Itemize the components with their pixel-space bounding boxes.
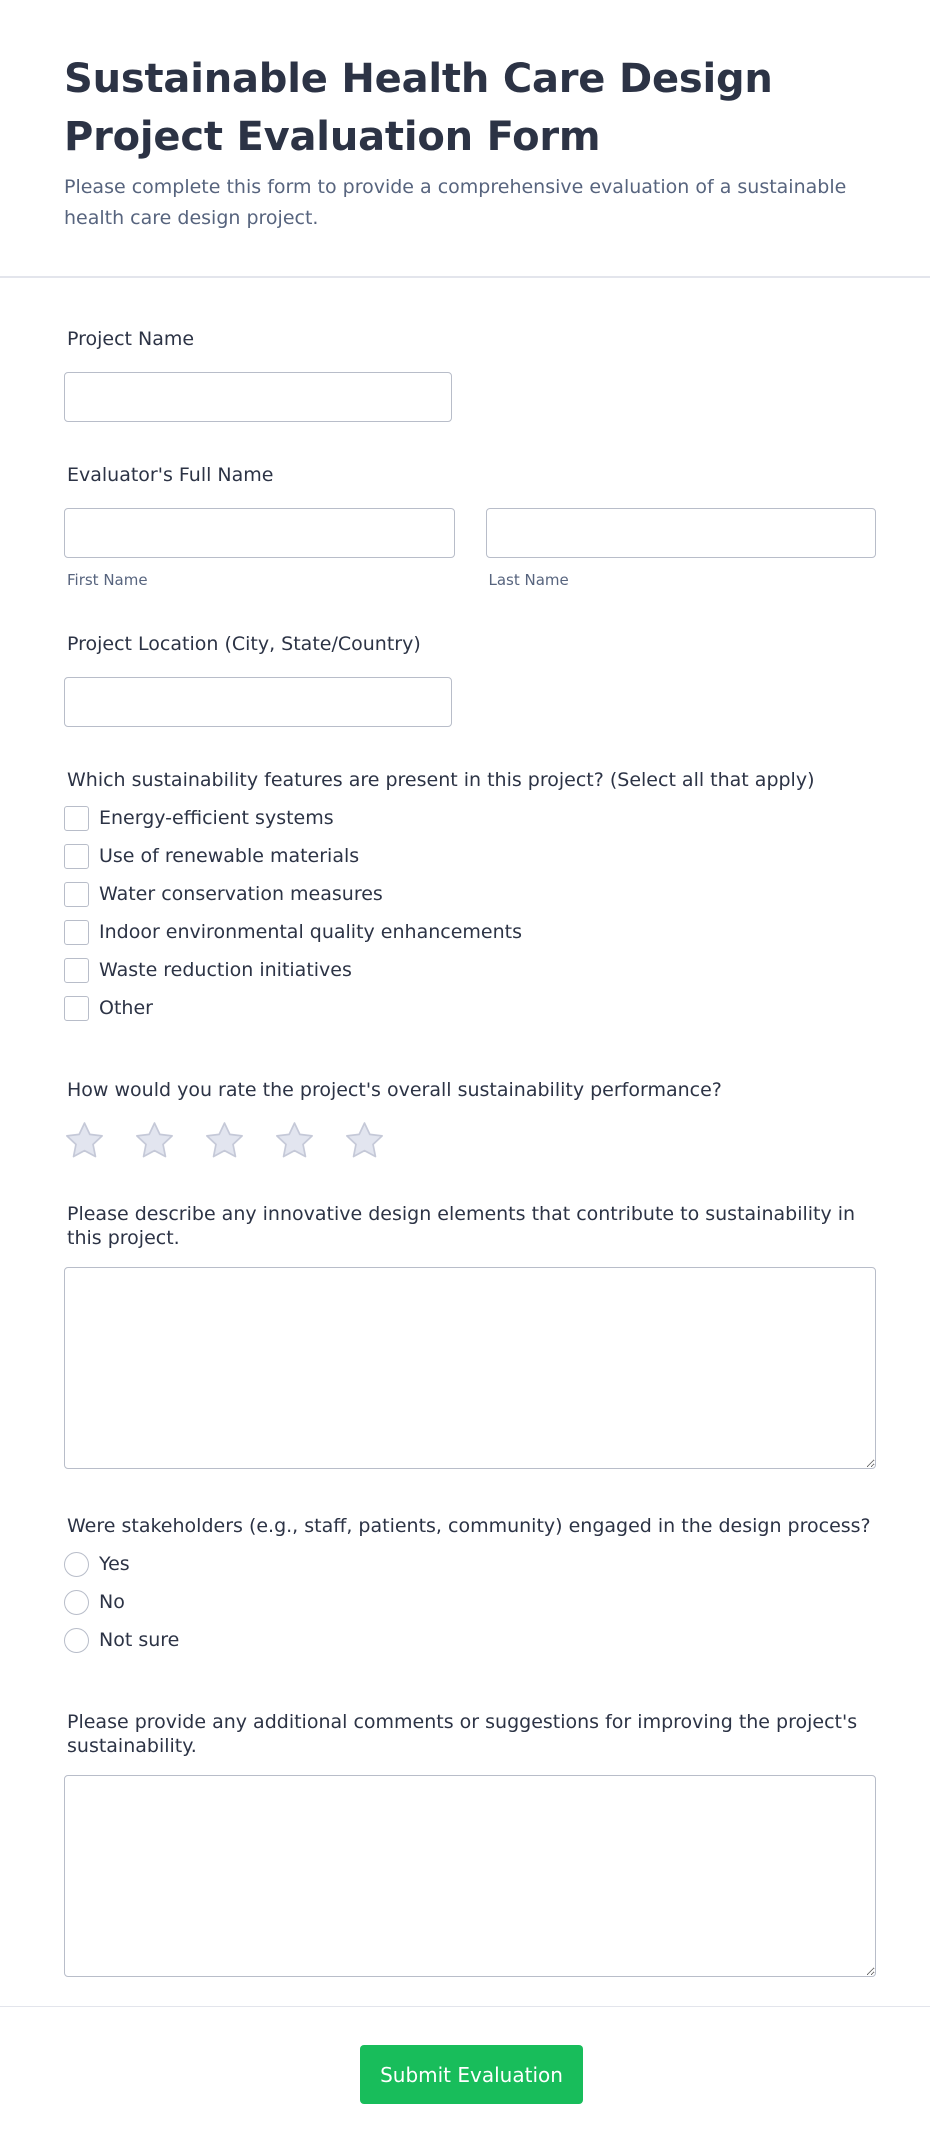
feature-option-label: Other	[99, 997, 153, 1019]
feature-option-label: Indoor environmental quality enhancements	[99, 921, 522, 943]
feature-option-label: Energy-efficient systems	[99, 807, 334, 829]
project-name-label: Project Name	[67, 328, 195, 350]
comments-label: Please provide any additional comments or suggestions for improving the project's sustainability.	[67, 1711, 858, 1757]
feature-checkbox[interactable]	[64, 996, 89, 1021]
last-name-col	[486, 508, 877, 589]
comments-textarea[interactable]	[64, 1775, 876, 1977]
rating-label: How would you rate the project's overall sustainability performance?	[67, 1079, 722, 1101]
form-title: Sustainable Health Care Design Project Evaluation Form	[64, 56, 773, 160]
location-field	[64, 632, 876, 727]
star-icon[interactable]	[344, 1120, 385, 1161]
evaluator-name-field	[64, 463, 876, 589]
first-name-col	[64, 508, 455, 589]
feature-option-waste[interactable]	[64, 951, 876, 989]
stakeholder-option-not-sure[interactable]	[64, 1621, 876, 1659]
submit-button[interactable]: Submit Evaluation	[360, 2045, 583, 2104]
star-icon[interactable]	[204, 1120, 245, 1161]
feature-checkbox[interactable]	[64, 844, 89, 869]
form-subtitle: Please complete this form to provide a comprehensive evaluation of a sustainable health care design project.	[64, 176, 847, 229]
stakeholder-option-yes[interactable]	[64, 1545, 876, 1583]
feature-option-energy[interactable]	[64, 799, 876, 837]
evaluator-name-label: Evaluator's Full Name	[67, 464, 274, 486]
location-input[interactable]	[64, 677, 452, 727]
stakeholder-option-label: Yes	[99, 1553, 130, 1575]
features-field	[64, 768, 876, 1027]
features-label: Which sustainability features are present in this project? (Select all that apply)	[67, 769, 815, 791]
first-name-input[interactable]	[64, 508, 455, 558]
comments-field	[64, 1710, 876, 1977]
innovations-textarea[interactable]	[64, 1267, 876, 1469]
stakeholder-option-label: No	[99, 1591, 125, 1613]
form-header	[0, 0, 930, 278]
stakeholder-radio[interactable]	[64, 1552, 89, 1577]
feature-option-water[interactable]	[64, 875, 876, 913]
rating-field	[64, 1078, 876, 1161]
star-icon[interactable]	[274, 1120, 315, 1161]
stakeholder-radio[interactable]	[64, 1628, 89, 1653]
form-footer	[0, 2006, 930, 2153]
feature-option-label: Waste reduction initiatives	[99, 959, 352, 981]
stakeholder-radio[interactable]	[64, 1590, 89, 1615]
last-name-input[interactable]	[486, 508, 877, 558]
location-label: Project Location (City, State/Country)	[67, 633, 421, 655]
features-options	[64, 799, 876, 1027]
feature-checkbox[interactable]	[64, 958, 89, 983]
star-rating	[64, 1120, 876, 1161]
last-name-sublabel: Last Name	[488, 571, 569, 589]
innovations-label: Please describe any innovative design elements that contribute to sustainability in this project.	[67, 1203, 856, 1249]
feature-checkbox[interactable]	[64, 806, 89, 831]
feature-checkbox[interactable]	[64, 920, 89, 945]
feature-option-label: Water conservation measures	[99, 883, 383, 905]
feature-option-indoor[interactable]	[64, 913, 876, 951]
feature-option-other[interactable]	[64, 989, 876, 1027]
stakeholders-field	[64, 1514, 876, 1659]
stakeholders-label: Were stakeholders (e.g., staff, patients, community) engaged in the design process?	[67, 1515, 871, 1537]
project-name-field	[64, 327, 876, 422]
stakeholder-option-no[interactable]	[64, 1583, 876, 1621]
star-icon[interactable]	[134, 1120, 175, 1161]
first-name-sublabel: First Name	[67, 571, 148, 589]
feature-checkbox[interactable]	[64, 882, 89, 907]
stakeholders-options	[64, 1545, 876, 1659]
star-icon[interactable]	[64, 1120, 105, 1161]
project-name-input[interactable]	[64, 372, 452, 422]
feature-option-label: Use of renewable materials	[99, 845, 360, 867]
feature-option-renewable[interactable]	[64, 837, 876, 875]
stakeholder-option-label: Not sure	[99, 1629, 180, 1651]
innovations-field	[64, 1202, 876, 1469]
